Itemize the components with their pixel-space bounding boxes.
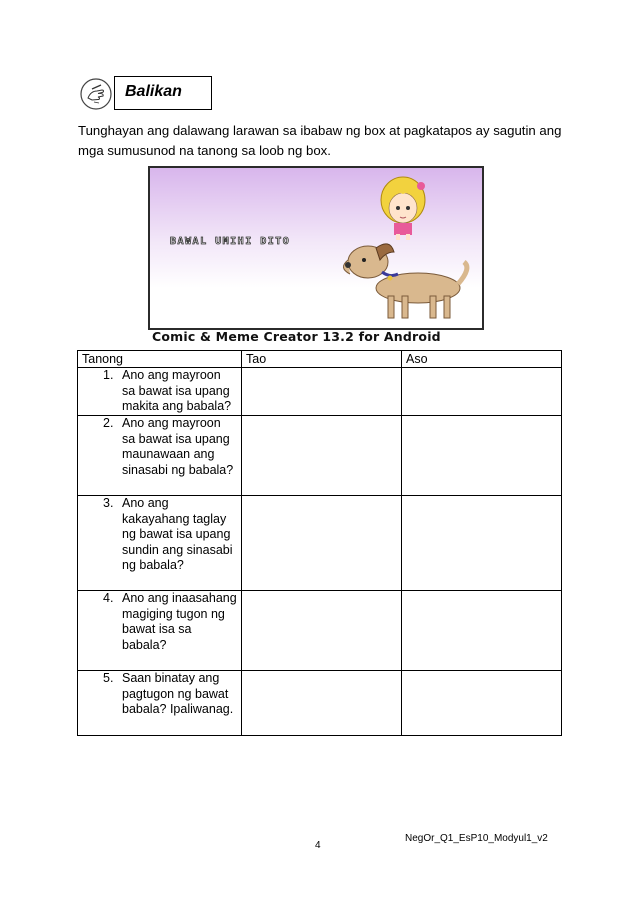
question-number: 2. [103,416,114,430]
hand-writing-icon [80,78,112,110]
answer-aso-cell[interactable] [402,671,562,736]
answer-aso-cell[interactable] [402,496,562,591]
module-code: NegOr_Q1_EsP10_Modyul1_v2 [405,833,548,844]
question-text: Ano ang inaasahang magiging tugon ng bawat isa sa babala? [122,591,237,652]
answer-aso-cell[interactable] [402,368,562,416]
section-title: Balikan [125,83,182,100]
question-number: 5. [103,671,114,685]
instructions-text: Tunghayan ang dalawang larawan sa ibabaw ng box at pagkatapos ay sagutin ang mga sumusunod na tanong sa loob ng box. [78,123,562,158]
header-tanong: Tanong [78,351,242,368]
table-row [78,671,562,736]
sign-text: BAWAL UMIHI DITO [170,236,291,247]
answer-tao-cell[interactable] [242,671,402,736]
answer-tao-cell[interactable] [242,368,402,416]
question-text: Saan binatay ang pagtugon ng bawat babala? Ipaliwanag. [122,671,234,717]
page-number: 4 [315,840,321,851]
image-caption: Comic & Meme Creator 13.2 for Android [152,329,441,344]
table-row [78,368,562,416]
question-number: 4. [103,591,114,605]
question-cell [78,416,242,496]
answer-tao-cell[interactable] [242,591,402,671]
table-header-row [78,351,562,368]
question-text: Ano ang mayroon sa bawat isa upang maunawaan ang sinasabi ng babala? [122,416,234,477]
answer-aso-cell[interactable] [402,416,562,496]
comic-image [148,166,484,330]
table-row [78,496,562,591]
question-text: Ano ang mayroon sa bawat isa upang makita ang babala? [122,368,232,414]
question-cell [78,671,242,736]
question-table [77,350,562,736]
answer-tao-cell[interactable] [242,496,402,591]
table-row [78,416,562,496]
question-cell [78,591,242,671]
question-cell [78,496,242,591]
header-tao: Tao [242,351,402,368]
header-aso: Aso [402,351,562,368]
question-number: 3. [103,496,114,510]
question-text: Ano ang kakayahang taglay ng bawat isa upang sundin ang sinasabi ng babala? [122,496,233,573]
answer-aso-cell[interactable] [402,591,562,671]
question-cell [78,368,242,416]
section-heading-box [114,76,212,110]
table-row [78,591,562,671]
girl-illustration [381,177,425,240]
question-number: 1. [103,368,114,382]
dog-illustration [343,244,466,318]
answer-tao-cell[interactable] [242,416,402,496]
